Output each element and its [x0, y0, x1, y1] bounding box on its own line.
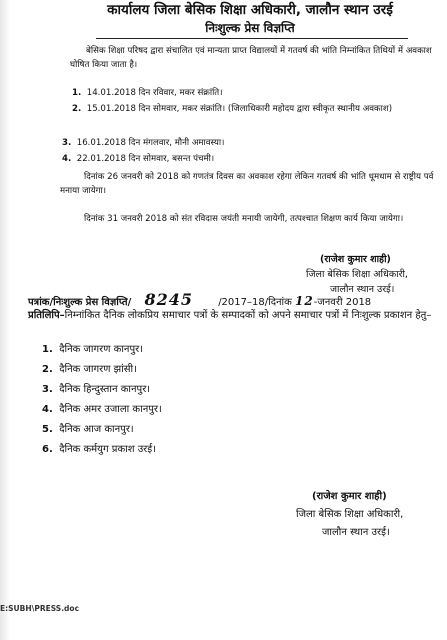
list-item: 5. दैनिक आज कानपुर। — [42, 424, 134, 435]
scan-edge-shadow — [0, 0, 10, 640]
file-path-footer: E:SUBH\PRESS.doc — [0, 604, 80, 613]
signatory-designation: जिला बेसिक शिक्षा अधिकारी, — [306, 269, 408, 280]
signatory-place: जालौन स्थान उरई। — [322, 527, 390, 538]
signatory-place: जालौन स्थान उरई। — [330, 284, 395, 295]
holiday-item-1 — [72, 86, 432, 100]
signatory-designation: जिला बेसिक शिक्षा अधिकारी, — [296, 509, 404, 520]
holiday-item-3 — [62, 136, 422, 150]
holiday-text: 22.01.2018 दिन सोमवार, बसन्त पंचमी। — [76, 154, 215, 164]
list-item: 2. दैनिक जागरण झांसी। — [42, 364, 137, 375]
signature-block-1 — [306, 252, 446, 297]
holiday-text: 15.01.2018 दिन सोमवार, मकर संक्रांति। (जिलाधिकारी महोदय द्वारा स्वीकृत स्थानीय अवकाश) — [86, 104, 393, 114]
pratilipi-text: निम्नांकित दैनिक लोकप्रिय समाचार पत्रों के सम्पादकों को अपने समाचार पत्रों में निःशुल्क प्रकाशन हेतु– — [64, 310, 432, 321]
holiday-number: 1. — [72, 88, 82, 98]
office-header — [60, 2, 440, 37]
header-underline — [96, 38, 408, 39]
holiday-text: 16.01.2018 दिन मंगलवार, मौनी अमावस्या। — [76, 138, 225, 148]
signatory-name: (राजेश कुमार शाही) — [320, 254, 391, 265]
ravidas-paragraph: दिनांक 31 जनवरी 2018 को संत रविदास जयंती मनायी जायेगी, तत्पश्चात शिक्षण कार्य किया जायेगा। — [84, 214, 404, 224]
signature-block-2 — [296, 488, 446, 542]
holiday-number: 3. — [62, 138, 72, 148]
list-item: 4. दैनिक अमर उजाला कानपुर। — [42, 404, 162, 415]
list-item: 1. दैनिक जागरण कानपुर। — [42, 344, 144, 355]
list-item: 3. दैनिक हिन्दुस्तान कानपुर। — [42, 384, 151, 395]
list-item: 6. दैनिक कर्मयुग प्रकाश उरई। — [42, 444, 156, 455]
patrank-label: पत्रांक/निःशुल्क प्रेस विज्ञप्ति/ — [28, 297, 132, 308]
intro-paragraph: बेसिक शिक्षा परिषद द्वारा संचालित एवं मान्यता प्राप्त विद्यालयों में गतवर्ष की भांति निम्नांकित तिथियों में अवकाश घोषित किया जाता है। — [70, 46, 432, 70]
press-release-title: निःशुल्क प्रेस विज्ञप्ति — [205, 21, 295, 35]
holiday-text: 14.01.2018 दिन रविवार, मकर संक्रांति। — [86, 88, 223, 98]
newspaper-list — [42, 340, 342, 460]
patrank-year: /2017–18/दिनांक — [218, 297, 292, 308]
pratilipi-label: प्रतिलिपि– — [28, 310, 65, 321]
republic-day-paragraph: दिनांक 26 जनवरी को 2018 को गणतंत्र दिवस का अवकाश रहेगा लेकिन गतवर्ष की भांति धूमधाम से राष्ट्रीय पर्व मनाया जायेगा। — [60, 172, 434, 196]
holiday-item-2 — [72, 102, 427, 116]
holiday-number: 4. — [62, 154, 72, 164]
holiday-item-4 — [62, 152, 422, 166]
pratilipi-paragraph — [28, 308, 438, 323]
patrank-number: 8245 — [144, 290, 193, 309]
signatory-name: (राजेश कुमार शाही) — [312, 491, 387, 502]
holiday-number: 2. — [72, 104, 82, 114]
office-title: कार्यालय जिला बेसिक शिक्षा अधिकारी, जालौन स्थान उरई — [107, 2, 393, 18]
patrank-date-rest: -जनवरी 2018 — [313, 297, 372, 308]
patrank-date-day: 12 — [295, 294, 314, 308]
